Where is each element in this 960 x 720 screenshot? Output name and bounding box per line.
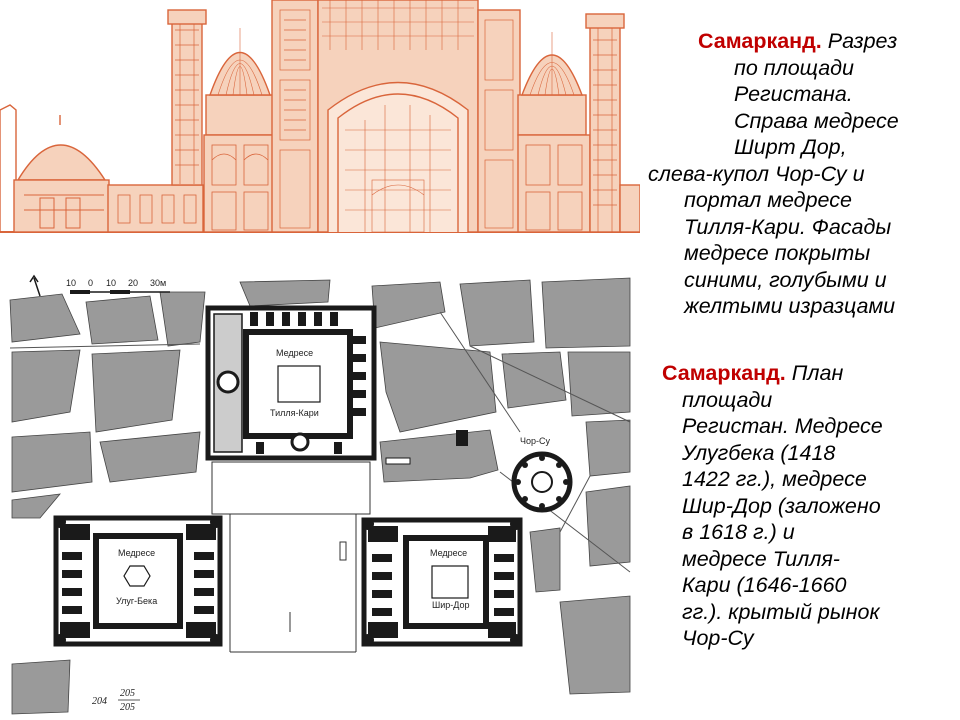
- caption-bottom-line-3: Улугбека (1418: [682, 440, 836, 465]
- caption-top-line-6: портал медресе: [684, 188, 852, 212]
- page-ref-bottom: 205: [120, 702, 135, 713]
- label-chorsu: Чор-Су: [520, 436, 551, 446]
- caption-bottom-line-5: Шир-Дор (заложено: [682, 493, 881, 518]
- caption-bottom-line-8: Кари (1646-1660: [682, 573, 847, 597]
- label-ulugbek-2: Улуг-Бека: [116, 596, 158, 606]
- scale-tick-1: 10: [66, 278, 77, 288]
- caption-plan: [662, 360, 952, 652]
- portal-arch: [328, 83, 468, 233]
- left-minaret: [172, 15, 202, 185]
- caption-section: [648, 28, 948, 320]
- page-ref-left: 204: [92, 696, 107, 707]
- shirdor-madrasa: [362, 518, 522, 646]
- caption-bottom-line-0: План: [791, 361, 844, 385]
- caption-top-line-7: Тилля-Кари. Фасады: [684, 214, 892, 239]
- scale-tick-5: 30м: [150, 278, 167, 288]
- page-reference: [92, 688, 140, 713]
- caption-bottom-line-6: в 1618 г.) и: [682, 520, 795, 544]
- caption-top-line-5: слева-купол Чор-Су и: [648, 161, 865, 186]
- scale-tick-4: 20: [128, 278, 139, 288]
- label-shirdor-1: Медресе: [430, 548, 468, 558]
- caption-bottom-line-9: гг.). крытый рынок: [682, 599, 880, 624]
- north-arrow-icon: [30, 276, 40, 296]
- caption-bottom-line-7: медресе Тилля-: [682, 546, 840, 571]
- portal-left-pylon: [272, 0, 318, 232]
- caption-top-line-10: желтыми изразцами: [684, 294, 896, 318]
- shirdor-pool: [432, 566, 468, 598]
- registan-plan-drawing: [0, 272, 640, 720]
- portal-right-pylon: [478, 10, 520, 232]
- caption-top-line-2: Регистана.: [734, 82, 853, 106]
- chorsu-market: [514, 436, 570, 510]
- caption-bottom-city: Самарканд.: [662, 361, 786, 385]
- ulugbek-pool: [124, 566, 150, 586]
- scale-tick-3: 10: [106, 278, 117, 288]
- caption-top-line-8: медресе покрыты: [684, 241, 871, 265]
- caption-bottom-line-10: Чор-Су: [682, 626, 754, 650]
- label-tillya-2: Тилля-Кари: [270, 408, 319, 418]
- tillya-kari-madrasa: [208, 308, 374, 458]
- plan-svg: [0, 272, 640, 720]
- label-ulugbek-1: Медресе: [118, 548, 156, 558]
- registan-square: [212, 462, 370, 652]
- caption-bottom-line-1: площади: [682, 387, 773, 412]
- right-minaret: [590, 20, 620, 232]
- ulugbek-madrasa: [54, 516, 222, 646]
- section-svg: [0, 0, 640, 240]
- caption-top-line-4: Ширт Дор,: [734, 135, 847, 159]
- caption-top-line-9: синими, голубыми и: [684, 267, 887, 292]
- caption-top-city: Самарканд.: [698, 29, 822, 53]
- page-ref-top: 205: [120, 688, 135, 699]
- chorsu-dome: [18, 145, 105, 180]
- scale-bar: [66, 278, 170, 294]
- caption-top-line-3: Справа медресе: [734, 108, 899, 133]
- caption-top-line-0: Разрез: [827, 29, 898, 53]
- caption-bottom-line-4: 1422 гг.), медресе: [682, 467, 867, 491]
- scale-tick-2: 0: [88, 278, 94, 288]
- label-tillya-1: Медресе: [276, 348, 314, 358]
- caption-bottom-line-2: Регистан. Медресе: [682, 414, 883, 438]
- label-shirdor-2: Шир-Дор: [432, 600, 470, 610]
- caption-top-line-1: по площади: [734, 55, 855, 80]
- registan-section-drawing: [0, 0, 640, 240]
